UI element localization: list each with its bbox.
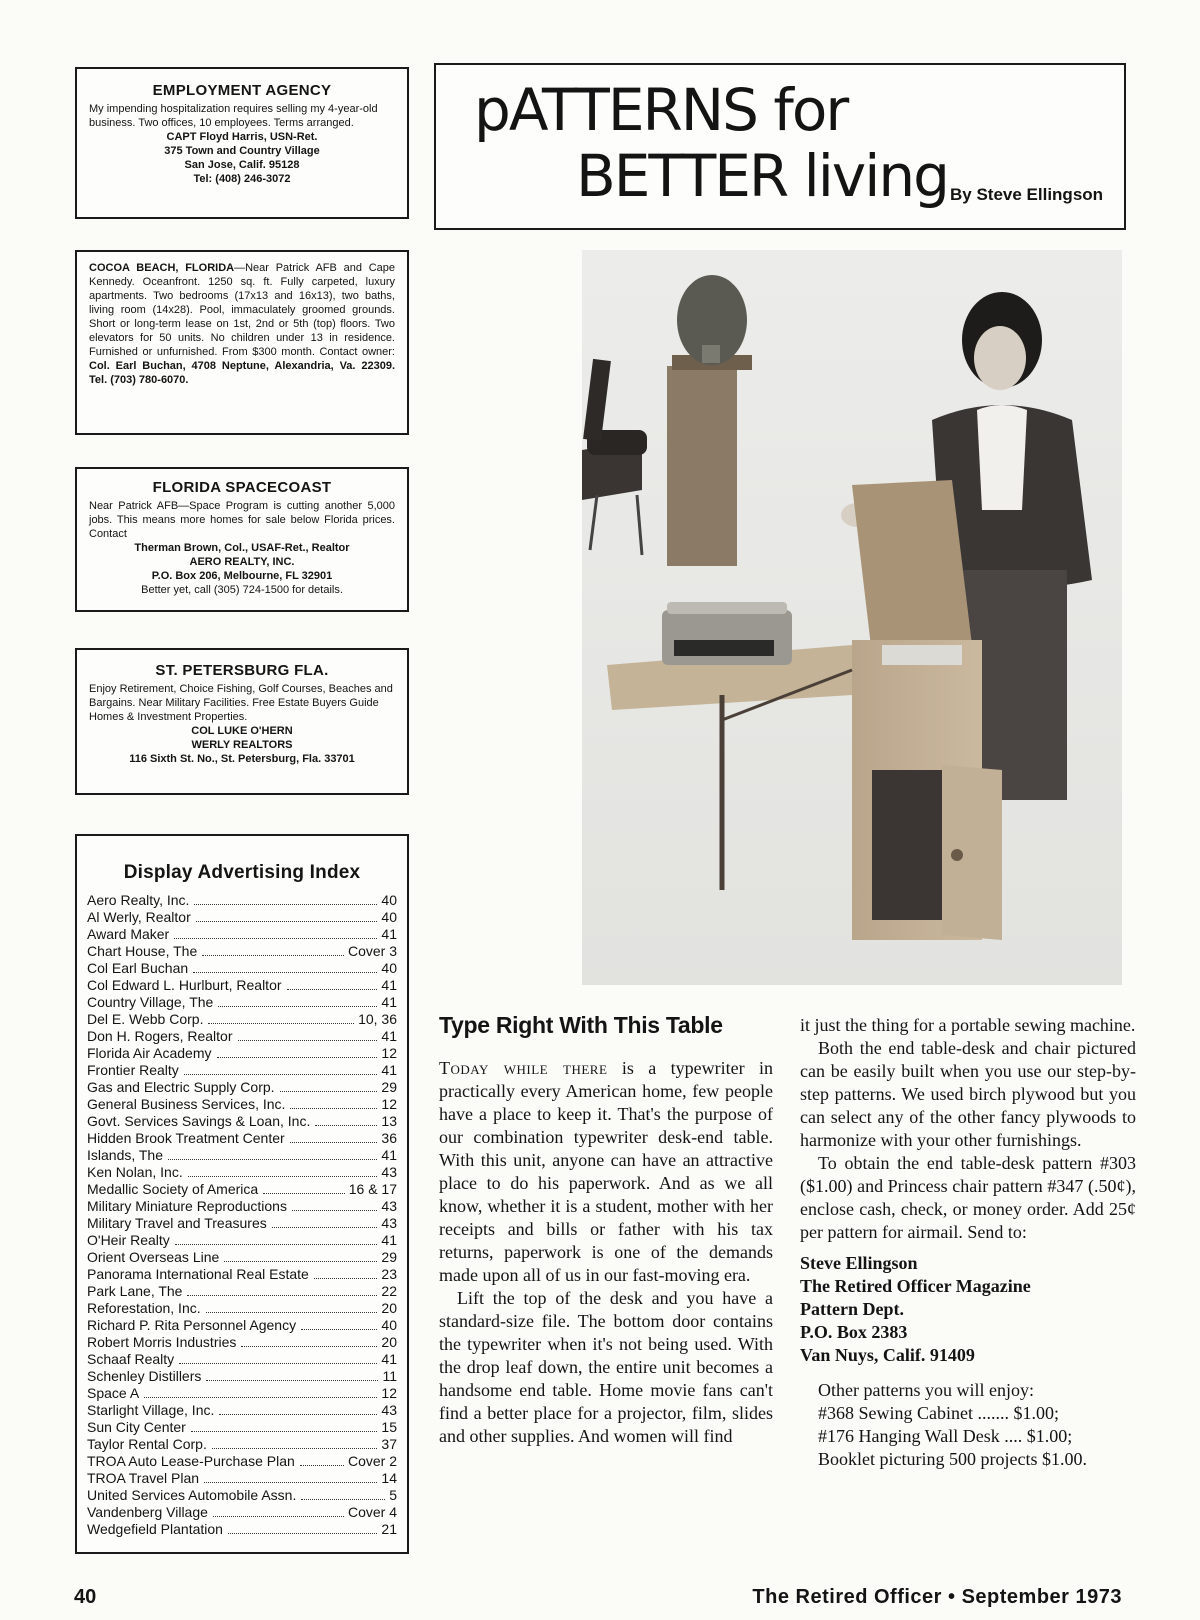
index-entry-name: TROA Travel Plan bbox=[87, 1470, 200, 1486]
index-leader-dots bbox=[206, 1312, 378, 1313]
index-entry bbox=[87, 1419, 397, 1436]
display-advertising-index bbox=[75, 834, 409, 1554]
index-entry-name: Military Travel and Treasures bbox=[87, 1215, 267, 1231]
index-leader-dots bbox=[241, 1346, 377, 1347]
index-entry-page: 41 bbox=[381, 994, 397, 1010]
index-entry-page: Cover 2 bbox=[347, 1453, 397, 1469]
paragraph: it just the thing for a portable sewing machine. bbox=[800, 1015, 1136, 1035]
mailing-address bbox=[800, 1252, 1136, 1367]
ad-body: My impending hospitalization requires selling my 4-year-old business. Two offices, 10 employees. Terms arranged. bbox=[89, 103, 378, 129]
index-entry bbox=[87, 1283, 397, 1300]
index-entry bbox=[87, 1351, 397, 1368]
index-entry-name: Orient Overseas Line bbox=[87, 1249, 220, 1265]
index-entry-page: 11 bbox=[382, 1368, 397, 1384]
index-entry-name: Vandenberg Village bbox=[87, 1504, 208, 1520]
index-entry bbox=[87, 1079, 397, 1096]
index-entry-page: 43 bbox=[381, 1164, 397, 1180]
florida-spacecoast-ad bbox=[75, 467, 409, 612]
index-entry-name: Military Miniature Reproductions bbox=[87, 1198, 287, 1214]
index-leader-dots bbox=[208, 1023, 354, 1024]
index-entry-page: 41 bbox=[381, 1232, 397, 1248]
index-entry-name: Space A bbox=[87, 1385, 140, 1401]
article-title-line2: BETTER living bbox=[576, 142, 948, 210]
index-entry bbox=[87, 1130, 397, 1147]
index-entry bbox=[87, 1453, 397, 1470]
index-entry bbox=[87, 1334, 397, 1351]
index-leader-dots bbox=[301, 1499, 385, 1500]
index-entry-page: 37 bbox=[381, 1436, 397, 1452]
index-entry-page: 29 bbox=[381, 1079, 397, 1095]
index-entry bbox=[87, 943, 397, 960]
index-leader-dots bbox=[188, 1176, 378, 1177]
index-entry-page: 13 bbox=[381, 1113, 397, 1129]
index-leader-dots bbox=[174, 938, 377, 939]
index-entry-page: 40 bbox=[381, 1317, 397, 1333]
index-entry bbox=[87, 1113, 397, 1130]
article-column-right bbox=[800, 1014, 1136, 1471]
index-entry-page: 41 bbox=[381, 926, 397, 942]
article-byline: By Steve Ellingson bbox=[950, 185, 1104, 204]
article-title-box bbox=[434, 63, 1126, 230]
index-entry-name: Schaaf Realty bbox=[87, 1351, 175, 1367]
index-entry bbox=[87, 1368, 397, 1385]
index-entry bbox=[87, 1096, 397, 1113]
index-entry bbox=[87, 1317, 397, 1334]
article-column-left bbox=[439, 1057, 773, 1448]
cocoa-beach-ad bbox=[75, 250, 409, 435]
index-entry bbox=[87, 960, 397, 977]
index-entry bbox=[87, 1198, 397, 1215]
page-number: 40 bbox=[74, 1586, 97, 1608]
index-entry bbox=[87, 1045, 397, 1062]
pattern-line: Booklet picturing 500 projects $1.00. bbox=[818, 1449, 1087, 1469]
index-leader-dots bbox=[204, 1482, 377, 1483]
index-entry bbox=[87, 1164, 397, 1181]
index-entry-page: 16 & 17 bbox=[348, 1181, 397, 1197]
index-entry-name: Islands, The bbox=[87, 1147, 164, 1163]
index-leader-dots bbox=[144, 1397, 377, 1398]
index-leader-dots bbox=[272, 1227, 378, 1228]
index-leader-dots bbox=[292, 1210, 377, 1211]
index-entry-name: Ken Nolan, Inc. bbox=[87, 1164, 183, 1180]
ad-address: 375 Town and Country Village bbox=[164, 145, 320, 157]
ad-title: FLORIDA SPACECOAST bbox=[152, 479, 332, 496]
index-entry-page: 41 bbox=[381, 1062, 397, 1078]
index-entry bbox=[87, 1011, 397, 1028]
index-entry-page: 12 bbox=[381, 1096, 397, 1112]
index-entry-name: Country Village, The bbox=[87, 994, 214, 1010]
index-entry-name: Award Maker bbox=[87, 926, 170, 942]
ad-text: —Near Patrick AFB and Cape Kennedy. Oceanfront. 1250 sq. ft. Fully carpeted, luxury apartments. Two bedrooms (17x13 and 16x13), two baths, living room (14x28). Pool, immaculately groomed grounds. Short or long-term lease on 1st, 2nd or 5th (top) floors. Two elevators for 50 units. No children under 13 in residence. Furnished or unfurnished. From $300 month. Contact owner: bbox=[89, 262, 395, 358]
employment-agency-ad bbox=[75, 67, 409, 219]
index-leader-dots bbox=[175, 1244, 378, 1245]
index-leader-dots bbox=[196, 921, 378, 922]
index-leader-dots bbox=[280, 1091, 378, 1092]
index-leader-dots bbox=[287, 989, 378, 990]
index-entry bbox=[87, 1266, 397, 1283]
index-leader-dots bbox=[301, 1329, 377, 1330]
index-entry-page: 15 bbox=[381, 1419, 397, 1435]
index-entry bbox=[87, 1487, 397, 1504]
index-entry-page: 40 bbox=[381, 909, 397, 925]
index-entry-name: O'Heir Realty bbox=[87, 1232, 170, 1248]
index-entry-page: 41 bbox=[381, 1028, 397, 1044]
ad-body bbox=[89, 261, 395, 387]
index-leader-dots bbox=[184, 1074, 378, 1075]
index-entry-page: 20 bbox=[381, 1334, 397, 1350]
index-entry bbox=[87, 1385, 397, 1402]
index-entry bbox=[87, 1215, 397, 1232]
index-leader-dots bbox=[194, 904, 377, 905]
index-leader-dots bbox=[168, 1159, 377, 1160]
index-entry-page: 43 bbox=[381, 1402, 397, 1418]
index-entry-name: Al Werly, Realtor bbox=[87, 909, 191, 925]
index-entry-page: 22 bbox=[381, 1283, 397, 1299]
address-line: Pattern Dept. bbox=[800, 1299, 904, 1319]
index-entry bbox=[87, 926, 397, 943]
index-entry-page: 5 bbox=[389, 1487, 397, 1503]
index-entry-page: 10, 36 bbox=[358, 1011, 397, 1027]
pattern-line: #368 Sewing Cabinet ....... $1.00; bbox=[818, 1403, 1059, 1423]
index-entry-name: United Services Automobile Assn. bbox=[87, 1487, 297, 1503]
ad-title: EMPLOYMENT AGENCY bbox=[152, 82, 332, 99]
index-entry-page: 36 bbox=[381, 1130, 397, 1146]
index-leader-dots bbox=[191, 1431, 378, 1432]
index-entry-name: Starlight Village, Inc. bbox=[87, 1402, 215, 1418]
index-entry-name: Frontier Realty bbox=[87, 1062, 179, 1078]
index-entry-name: Schenley Distillers bbox=[87, 1368, 202, 1384]
index-entry-name: General Business Services, Inc. bbox=[87, 1096, 286, 1112]
index-entry-page: Cover 3 bbox=[347, 943, 397, 959]
paragraph: Other patterns you will enjoy: bbox=[818, 1380, 1034, 1400]
index-entry-name: Govt. Services Savings & Loan, Inc. bbox=[87, 1113, 311, 1129]
index-entry bbox=[87, 909, 397, 926]
paragraph bbox=[439, 1057, 773, 1287]
index-entry-name: Panorama International Real Estate bbox=[87, 1266, 309, 1282]
st-petersburg-ad bbox=[75, 648, 409, 795]
index-entry-page: 21 bbox=[381, 1521, 397, 1537]
address-line: P.O. Box 2383 bbox=[800, 1322, 908, 1342]
paragraph: Both the end table-desk and chair pictured can be easily built when you use our step-by-step patterns. We used birch plywood but you can select any of the other fancy plywoods to harmonize with your other furnishings. bbox=[800, 1038, 1136, 1150]
ad-title: ST. PETERSBURG FLA. bbox=[155, 662, 329, 679]
index-entry bbox=[87, 892, 397, 909]
index-entry-name: Col Earl Buchan bbox=[87, 960, 189, 976]
ad-footer: Better yet, call (305) 724-1500 for details. bbox=[141, 584, 343, 596]
index-entry-name: Don H. Rogers, Realtor bbox=[87, 1028, 233, 1044]
index-entry bbox=[87, 1028, 397, 1045]
index-entry bbox=[87, 1470, 397, 1487]
index-entry bbox=[87, 1181, 397, 1198]
ad-company: AERO REALTY, INC. bbox=[189, 556, 295, 568]
index-entry-page: Cover 4 bbox=[347, 1504, 397, 1520]
index-entry bbox=[87, 1436, 397, 1453]
index-leader-dots bbox=[224, 1261, 377, 1262]
ad-owner: Col. Earl Buchan, 4708 Neptune, Alexandria, Va. 22309. Tel. (703) 780-6070. bbox=[89, 360, 395, 386]
ad-address: P.O. Box 206, Melbourne, FL 32901 bbox=[151, 570, 333, 582]
address-line: The Retired Officer Magazine bbox=[800, 1276, 1031, 1296]
desk-photo bbox=[582, 250, 1122, 985]
ad-address: 116 Sixth St. No., St. Petersburg, Fla. 33701 bbox=[129, 753, 355, 765]
index-entry-name: Richard P. Rita Personnel Agency bbox=[87, 1317, 297, 1333]
lead-caps: Today while there bbox=[439, 1058, 608, 1078]
index-leader-dots bbox=[217, 1057, 378, 1058]
ad-contact-name: Therman Brown, Col., USAF-Ret., Realtor bbox=[134, 542, 350, 554]
index-leader-dots bbox=[228, 1533, 377, 1534]
index-leader-dots bbox=[179, 1363, 377, 1364]
index-leader-dots bbox=[300, 1465, 344, 1466]
magazine-footer: The Retired Officer • September 1973 bbox=[752, 1586, 1122, 1608]
index-entry bbox=[87, 1504, 397, 1521]
index-entry-page: 41 bbox=[381, 1351, 397, 1367]
index-entry-name: Medallic Society of America bbox=[87, 1181, 259, 1197]
index-entry bbox=[87, 1249, 397, 1266]
index-entry-page: 43 bbox=[381, 1215, 397, 1231]
index-entry-page: 12 bbox=[381, 1385, 397, 1401]
index-entry-name: Florida Air Academy bbox=[87, 1045, 212, 1061]
index-leader-dots bbox=[219, 1414, 377, 1415]
index-entry-name: Gas and Electric Supply Corp. bbox=[87, 1079, 275, 1095]
index-leader-dots bbox=[315, 1125, 377, 1126]
index-entry-name: Del E. Webb Corp. bbox=[87, 1011, 204, 1027]
index-leader-dots bbox=[314, 1278, 378, 1279]
index-entry-name: Park Lane, The bbox=[87, 1283, 183, 1299]
index-entry-name: TROA Auto Lease-Purchase Plan bbox=[87, 1453, 295, 1469]
index-entry-name: Chart House, The bbox=[87, 943, 198, 959]
address-line: Steve Ellingson bbox=[800, 1253, 918, 1273]
index-entry-page: 41 bbox=[381, 977, 397, 993]
article-title-line1: pATTERNS for bbox=[474, 76, 848, 144]
index-entry-name: Hidden Brook Treatment Center bbox=[87, 1130, 285, 1146]
index-entry-page: 12 bbox=[381, 1045, 397, 1061]
paragraph: Lift the top of the desk and you have a standard-size file. The bottom door contains the typewriter when it's not being used. With the drop leaf down, the entire unit becomes a handsome end table. Home movie fans can't find a better place for a projector, film, slides and other supplies. And women will find bbox=[439, 1288, 773, 1446]
typewriter bbox=[662, 602, 792, 665]
paragraph: To obtain the end table-desk pattern #303 ($1.00) and Princess chair pattern #347 (.50¢), enclose cash, check, or money order. Add 25¢ per pattern for airmail. Send to: bbox=[800, 1153, 1136, 1242]
index-leader-dots bbox=[290, 1108, 377, 1109]
section-heading: Type Right With This Table bbox=[439, 1012, 723, 1038]
ad-lead: COCOA BEACH, FLORIDA bbox=[89, 262, 235, 274]
index-entry-page: 40 bbox=[381, 892, 397, 908]
index-entry bbox=[87, 1521, 397, 1538]
address-line: Van Nuys, Calif. 91409 bbox=[800, 1345, 975, 1365]
ad-body: Near Patrick AFB—Space Program is cutting another 5,000 jobs. This means more homes for sale below Florida prices. Contact bbox=[89, 500, 395, 540]
ad-telephone: Tel: (408) 246-3072 bbox=[193, 173, 291, 185]
index-entry-page: 20 bbox=[381, 1300, 397, 1316]
index-entry-page: 43 bbox=[381, 1198, 397, 1214]
index-leader-dots bbox=[193, 972, 377, 973]
index-entry-page: 14 bbox=[381, 1470, 397, 1486]
pattern-line: #176 Hanging Wall Desk .... $1.00; bbox=[818, 1426, 1073, 1446]
index-entry bbox=[87, 1147, 397, 1164]
index-entry-name: Wedgefield Plantation bbox=[87, 1521, 223, 1537]
ad-contact-name: CAPT Floyd Harris, USN-Ret. bbox=[166, 131, 318, 143]
index-leader-dots bbox=[206, 1380, 378, 1381]
index-leader-dots bbox=[290, 1142, 378, 1143]
index-entry-name: Taylor Rental Corp. bbox=[87, 1436, 207, 1452]
index-entry-name: Reforestation, Inc. bbox=[87, 1300, 201, 1316]
index-entry bbox=[87, 1232, 397, 1249]
index-leader-dots bbox=[218, 1006, 377, 1007]
ad-contact-name: COL LUKE O'HERN bbox=[191, 725, 293, 737]
index-leader-dots bbox=[202, 955, 344, 956]
index-entry-page: 40 bbox=[381, 960, 397, 976]
index-entry-name: Sun City Center bbox=[87, 1419, 186, 1435]
index-leader-dots bbox=[212, 1448, 378, 1449]
ad-company: WERLY REALTORS bbox=[191, 739, 293, 751]
index-entry bbox=[87, 994, 397, 1011]
index-leader-dots bbox=[238, 1040, 378, 1041]
index-entry-name: Robert Morris Industries bbox=[87, 1334, 237, 1350]
index-entry-name: Aero Realty, Inc. bbox=[87, 892, 190, 908]
index-leader-dots bbox=[187, 1295, 377, 1296]
index-leader-dots bbox=[213, 1516, 344, 1517]
index-list bbox=[87, 892, 397, 1538]
index-entry-page: 29 bbox=[381, 1249, 397, 1265]
ad-city: San Jose, Calif. 95128 bbox=[184, 159, 300, 171]
index-entry bbox=[87, 1402, 397, 1419]
index-title: Display Advertising Index bbox=[123, 862, 361, 883]
index-entry bbox=[87, 1062, 397, 1079]
index-entry-page: 23 bbox=[381, 1266, 397, 1282]
index-leader-dots bbox=[263, 1193, 345, 1194]
index-entry-name: Col Edward L. Hurlburt, Realtor bbox=[87, 977, 282, 993]
index-entry-page: 41 bbox=[381, 1147, 397, 1163]
paragraph-text: is a typewriter in practically every American home, few people have a place to keep it. That's the purpose of our combination typewriter desk-end table. With this unit, anyone can have an attractive place to do his paperwork. And as we all know, whether it is a student, mother with her receipts and bills or father with his tax returns, paperwork is one of the demands made upon all of us in our fast-moving era. bbox=[439, 1058, 774, 1285]
index-entry bbox=[87, 977, 397, 994]
index-entry bbox=[87, 1300, 397, 1317]
ad-body: Enjoy Retirement, Choice Fishing, Golf Courses, Beaches and Bargains. Near Military Facilities. Free Estate Buyers Guide Homes & Investment Properties. bbox=[89, 683, 393, 723]
